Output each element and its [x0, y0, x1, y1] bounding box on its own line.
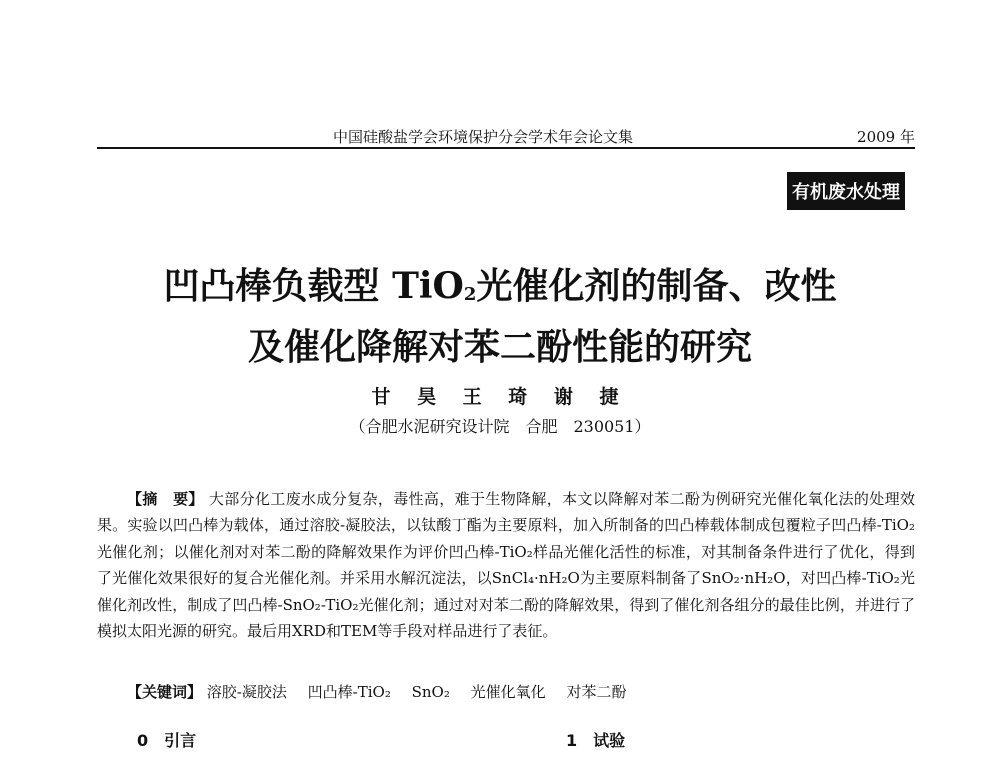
keyword: SnO₂	[411, 683, 450, 701]
abstract	[97, 486, 915, 644]
title-line-1-prefix: 凹凸棒负载型 TiO	[163, 265, 464, 307]
title-line-1-suffix: 光催化剂的制备、改性	[476, 265, 837, 307]
section-heading-introduction: 0 引言	[137, 731, 197, 750]
category-tag: 有机废水处理	[787, 172, 905, 210]
publication-year: 2009 年	[857, 128, 915, 146]
abstract-label: 【摘 要】	[127, 490, 204, 508]
keyword: 对苯二酚	[566, 683, 627, 701]
abstract-text: 大部分化工废水成分复杂，毒性高，难于生物降解，本文以降解对苯二酚为例研究光催化氧化法的处理效果。实验以凹凸棒为载体，通过溶胶-凝胶法，以钛酸丁酯为主要原料，加入所制备的凹凸棒载体制成包覆粒子凹凸棒-TiO₂光催化剂；以催化剂对对苯二酚的降解效果作为评价凹凸棒-TiO₂样品光催化活性的标准，对其制备条件进行了优化，得到了光催化效果很好的复合光催化剂。并采用水解沉淀法，以SnCl₄·nH₂O为主要原料制备了SnO₂·nH₂O，对凹凸棒-TiO₂光催化剂改性，制成了凹凸棒-SnO₂-TiO₂光催化剂；通过对对苯二酚的降解效果，得到了催化剂各组分的最佳比例，并进行了模拟太阳光源的研究。最后用XRD和TEM等手段对样品进行了表征。	[97, 490, 915, 641]
affiliation: （合肥水泥研究设计院 合肥 230051）	[349, 417, 651, 436]
keyword: 凹凸棒-TiO₂	[307, 683, 391, 701]
journal-name: 中国硅酸盐学会环境保护分会学术年会论文集	[333, 128, 634, 146]
header-rule	[97, 147, 915, 149]
author-list: 甘 昊 王 琦 谢 捷	[371, 386, 629, 408]
keyword: 溶胶-凝胶法	[206, 683, 287, 701]
section-heading-experiment: 1 试验	[566, 731, 626, 750]
title-line-1	[120, 260, 880, 321]
paper-title	[120, 260, 880, 373]
keywords-label: 【关键词】	[127, 683, 203, 701]
title-subscript: 2	[463, 284, 477, 305]
title-line-2: 及催化降解对苯二酚性能的研究	[247, 326, 752, 368]
keyword: 光催化氧化	[470, 683, 546, 701]
running-header	[97, 126, 915, 146]
keywords	[127, 680, 915, 704]
